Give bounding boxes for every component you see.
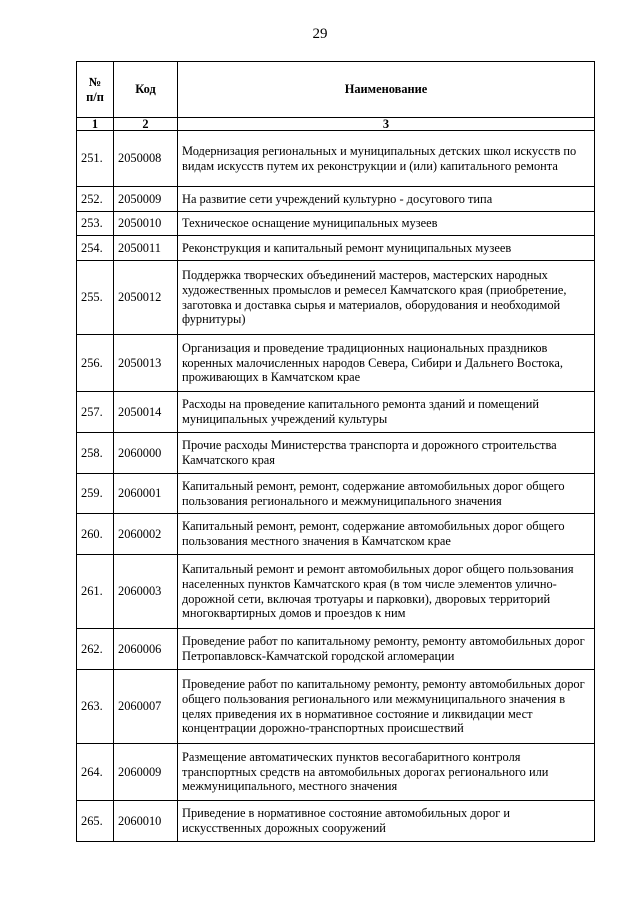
row-code: 2050008 (114, 131, 178, 187)
row-number: 261. (77, 555, 114, 629)
table-row (77, 335, 595, 392)
row-number: 251. (77, 131, 114, 187)
column-index-row (77, 118, 595, 131)
table-row (77, 555, 595, 629)
row-number: 260. (77, 514, 114, 555)
row-number: 253. (77, 212, 114, 236)
row-name: Прочие расходы Министерства транспорта и дорожного строительства Камчатского края (178, 433, 595, 474)
table-row (77, 433, 595, 474)
row-code: 2050013 (114, 335, 178, 392)
row-name: Расходы на проведение капитального ремонта зданий и помещений муниципальных учреждений культуры (178, 392, 595, 433)
table-row (77, 131, 595, 187)
row-code: 2060010 (114, 801, 178, 842)
row-number: 264. (77, 744, 114, 801)
row-number: 254. (77, 236, 114, 261)
table-row (77, 474, 595, 514)
page-number: 29 (312, 26, 328, 42)
row-name: Поддержка творческих объединений мастеров, мастерских народных художественных промыслов и ремесел Камчатского края (приобретение, заготовка и доставка сырья и материалов, оборудования и необходимой фурнитуры) (178, 261, 595, 335)
table-row (77, 514, 595, 555)
row-code: 2060000 (114, 433, 178, 474)
table-row (77, 392, 595, 433)
row-number: 257. (77, 392, 114, 433)
row-name: Организация и проведение традиционных национальных праздников коренных малочисленных народов Севера, Сибири и Дальнего Востока, проживающих в Камчатском крае (178, 335, 595, 392)
index-2: 2 (114, 118, 178, 131)
row-number: 256. (77, 335, 114, 392)
header-row (77, 62, 595, 118)
row-code: 2060001 (114, 474, 178, 514)
table-row (77, 236, 595, 261)
row-name: Размещение автоматических пунктов весогабаритного контроля транспортных средств на автомобильных дорогах регионального или межмуниципального, местного значения (178, 744, 595, 801)
row-code: 2060006 (114, 629, 178, 670)
row-name: Приведение в нормативное состояние автомобильных дорог и искусственных дорожных сооружений (178, 801, 595, 842)
row-name: Проведение работ по капитальному ремонту, ремонту автомобильных дорог Петропавловск-Камчатской городской агломерации (178, 629, 595, 670)
row-name: На развитие сети учреждений культурно - досугового типа (178, 187, 595, 212)
row-number: 255. (77, 261, 114, 335)
row-code: 2050010 (114, 212, 178, 236)
row-number: 265. (77, 801, 114, 842)
index-1: 1 (77, 118, 114, 131)
row-number: 258. (77, 433, 114, 474)
table-row (77, 801, 595, 842)
row-code: 2060009 (114, 744, 178, 801)
row-code: 2050009 (114, 187, 178, 212)
header-code: Код (114, 62, 178, 118)
codes-table (76, 61, 595, 842)
row-number: 263. (77, 670, 114, 744)
row-code: 2050014 (114, 392, 178, 433)
row-name: Капитальный ремонт, ремонт, содержание автомобильных дорог общего пользования местного значения в Камчатском крае (178, 514, 595, 555)
row-code: 2060003 (114, 555, 178, 629)
header-num: № п/п (77, 62, 114, 118)
table-row (77, 187, 595, 212)
row-number: 252. (77, 187, 114, 212)
table-row (77, 212, 595, 236)
table-row (77, 744, 595, 801)
row-code: 2060007 (114, 670, 178, 744)
row-number: 262. (77, 629, 114, 670)
table-row (77, 261, 595, 335)
row-name: Техническое оснащение муниципальных музеев (178, 212, 595, 236)
row-name: Капитальный ремонт, ремонт, содержание автомобильных дорог общего пользования регионального и межмуниципального значения (178, 474, 595, 514)
row-code: 2060002 (114, 514, 178, 555)
table-row (77, 670, 595, 744)
table-row (77, 629, 595, 670)
row-number: 259. (77, 474, 114, 514)
row-code: 2050012 (114, 261, 178, 335)
header-name: Наименование (178, 62, 595, 118)
row-name: Реконструкция и капитальный ремонт муниципальных музеев (178, 236, 595, 261)
row-name: Проведение работ по капитальному ремонту, ремонту автомобильных дорог общего пользования регионального или межмуниципального значения в целях приведения их в нормативное состояние и ликвидации мест концентрации дорожно-транспортных происшествий (178, 670, 595, 744)
row-name: Модернизация региональных и муниципальных детских школ искусств по видам искусств путем их реконструкции и (или) капитального ремонта (178, 131, 595, 187)
row-name: Капитальный ремонт и ремонт автомобильных дорог общего пользования населенных пунктов Камчатского края (в том числе элементов улично-дорожной сети, включая тротуары и парковки), дворовых территорий многоквартирных домов и проездов к ним (178, 555, 595, 629)
index-3: 3 (178, 118, 595, 131)
row-code: 2050011 (114, 236, 178, 261)
